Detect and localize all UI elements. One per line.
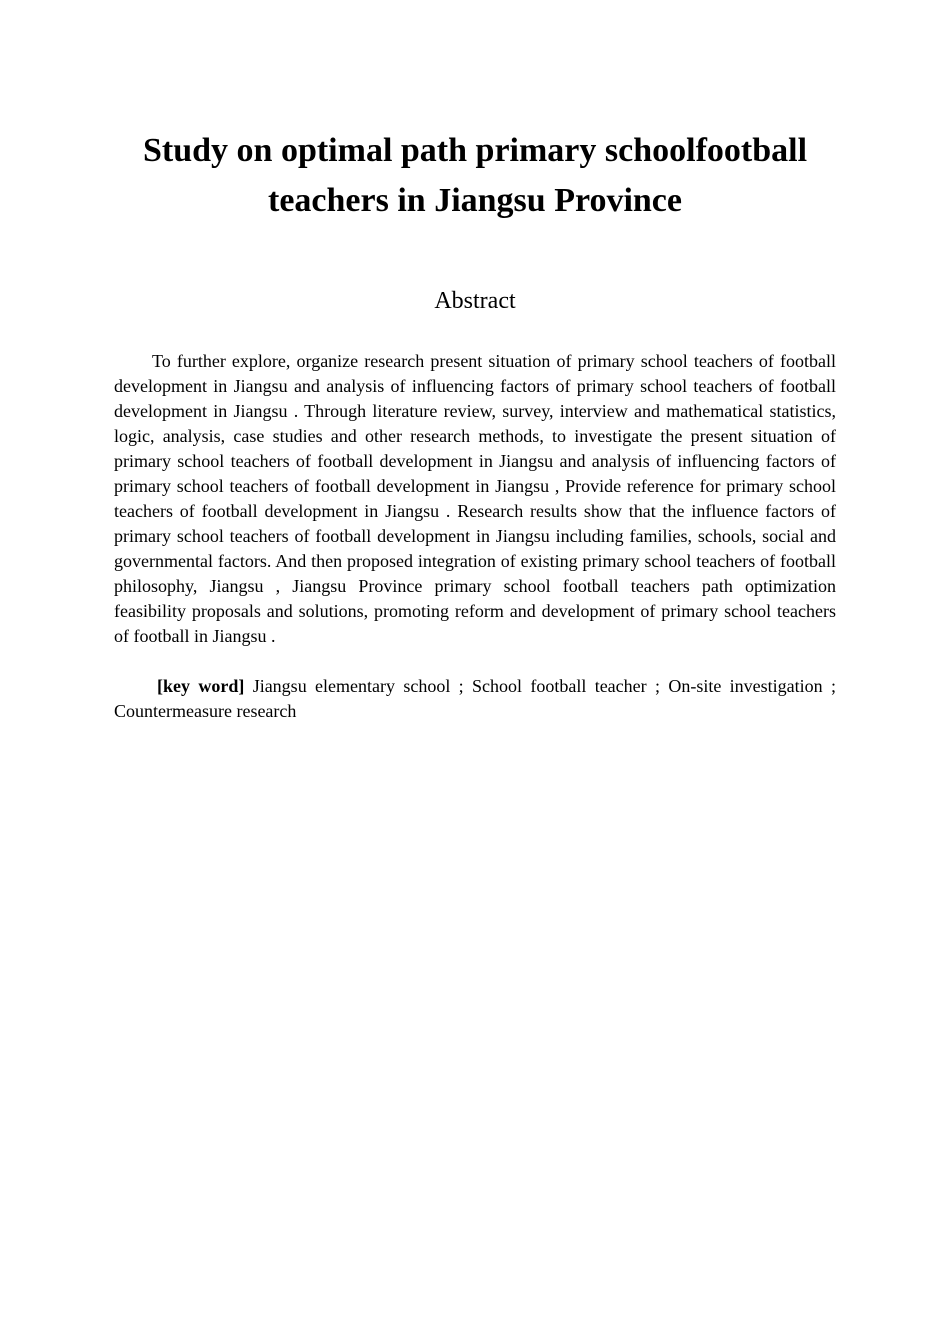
paper-title-line-1: Study on optimal path primary schoolfootball <box>142 132 808 169</box>
abstract-heading: Abstract <box>434 288 516 314</box>
abstract-body: To further explore, organize research present situation of primary school teachers of football development in Jiangsu and analysis of influencing factors of primary school teachers of football development in Jiangsu . Through literature review, survey, interview and mathematical statistics, logic, analysis, case studies and other research methods, to investigate the present situation of primary school teachers of football development in Jiangsu and analysis of influencing factors of primary school teachers of football development in Jiangsu , Provide reference for primary school teachers of football development in Jiangsu . Research results show that the influence factors of primary school teachers of football development in Jiangsu including families, schools, social and governmental factors. And then proposed integration of existing primary school teachers of football philosophy, Jiangsu , Jiangsu Province primary school football teachers path optimization feasibility proposals and solutions, promoting reform and development of primary school teachers of football in Jiangsu . <box>114 351 836 646</box>
paper-title-line-2: teachers in Jiangsu Province <box>268 182 682 219</box>
keywords-label: [key word] <box>157 676 245 696</box>
keywords-paragraph <box>114 674 836 724</box>
keywords-text: Jiangsu elementary school ; School football teacher ; On-site investigation ; Countermeasure research <box>114 676 836 721</box>
paper-title <box>114 0 836 226</box>
